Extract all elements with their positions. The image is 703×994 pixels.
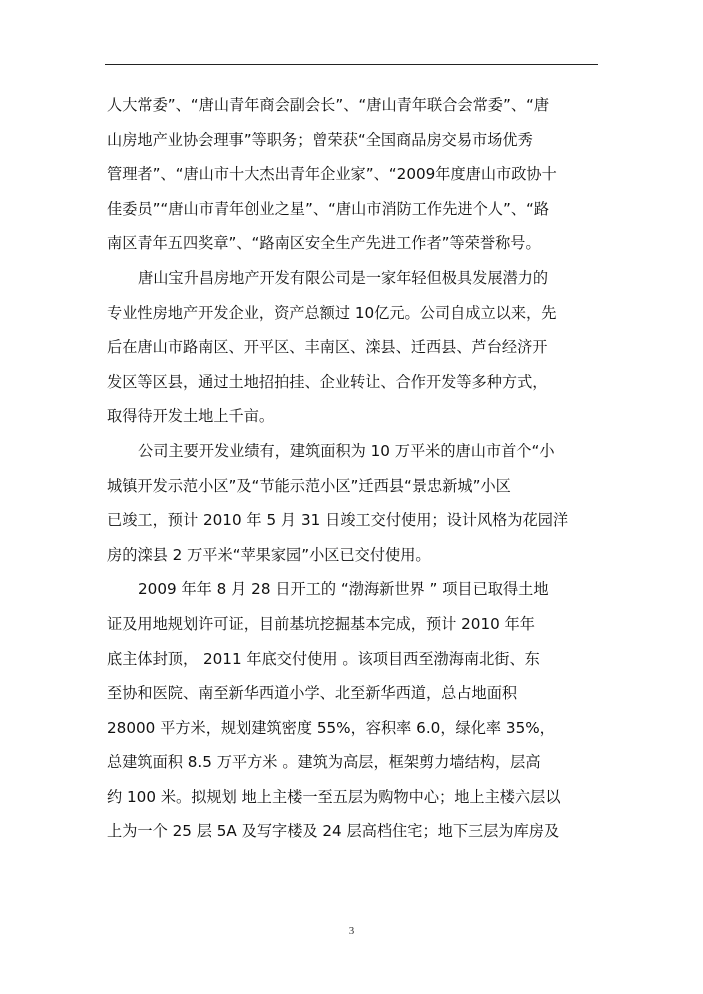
text-line: 底主体封顶， 2011 年底交付使用 。该项目西至渤海南北街、东 [107,649,540,668]
text-line: 后在唐山市路南区、开平区、丰南区、滦县、迁西县、芦台经济开 [107,338,548,357]
document-body [107,88,599,849]
page-number: 3 [348,925,355,937]
text-line: 约 100 米。拟规划 地上主楼一至五层为购物中心；地上主楼六层以 [107,787,561,806]
text-line: 28000 平方米，规划建筑密度 55%，容积率 6.0，绿化率 35%， [107,718,555,737]
text-line: 人大常委”、“唐山青年商会副会长”、“唐山青年联合会常委”、“唐 [107,96,550,114]
text-line: 唐山宝升昌房地产开发有限公司是一家年轻但极具发展潜力的 [138,268,549,287]
text-line: 至协和医院、南至新华西道小学、北至新华西道，总占地面积 [107,684,518,703]
text-line: 证及用地规划许可证，目前基坑挖掘基本完成，预计 2010 年年 [107,614,535,633]
text-line: 2009 年年 8 月 28 日开工的 “渤海新世界 ” 项目已取得土地 [138,580,549,599]
text-line: 佳委员”“唐山市青年创业之星”、“唐山市消防工作先进个人”、“路 [107,199,550,218]
text-line: 已竣工，预计 2010 年 5 月 31 日竣工交付使用；设计风格为花园洋 [107,511,569,530]
text-line: 南区青年五四奖章”、“路南区安全生产先进工作者”等荣誉称号。 [107,234,541,253]
text-line: 房的滦县 2 万平米“苹果家园”小区已交付使用。 [107,545,431,564]
text-line: 专业性房地产开发企业，资产总额过 10亿元。公司自成立以来，先 [107,303,557,322]
text-line: 管理者”、“唐山市十大杰出青年企业家”、“2009年度唐山市政协十 [107,165,557,184]
text-line: 取得待开发土地上千亩。 [107,407,275,426]
text-line: 城镇开发示范小区”及“节能示范小区”迁西县“景忠新城”小区 [107,476,511,495]
header-rule [105,64,598,65]
text-line: 总建筑面积 8.5 万平方米 。建筑为高层，框架剪力墙结构，层高 [107,753,541,772]
text-line: 公司主要开发业绩有，建筑面积为 10 万平米的唐山市首个“小 [138,441,555,460]
text-line: 山房地产业协会理事”等职务；曾荣获“全国商品房交易市场优秀 [107,130,533,149]
text-line: 发区等区县，通过土地招拍挂、企业转让、合作开发等多种方式， [107,372,548,391]
text-line: 上为一个 25 层 5A 及写字楼及 24 层高档住宅；地下三层为库房及 [107,822,560,841]
